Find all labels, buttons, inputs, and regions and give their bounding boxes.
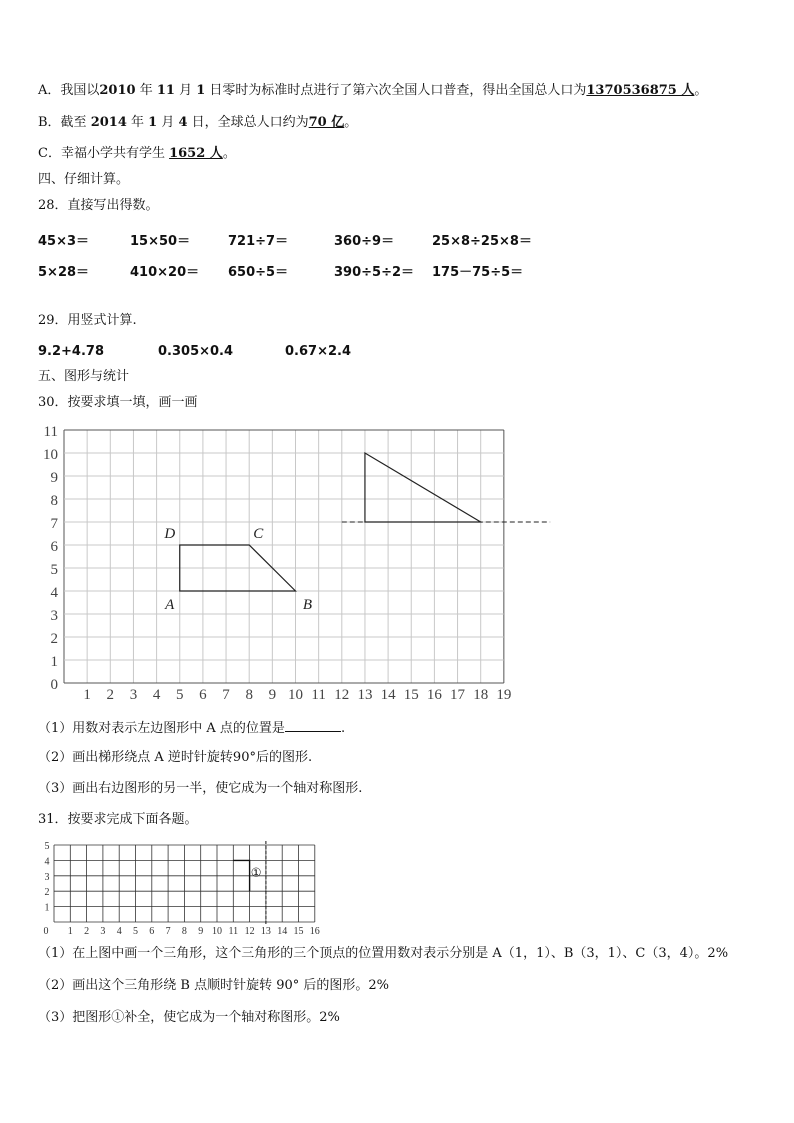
grid2-x-tick: 8 [181,926,187,937]
grid2-x-tick: 2 [84,926,90,937]
grid1-x-tick: 6 [199,687,207,703]
grid2-x-tick: 9 [198,926,204,937]
statement-c: C．幸福小学共有学生 1652 人。 [38,146,236,161]
grid2-x-tick: 14 [277,926,288,937]
grid1-x-tick: 19 [496,687,512,703]
q30-sub3: （3）画出右边图形的另一半，使它成为一个轴对称图形. [38,781,363,796]
grid1-x-tick: 18 [473,687,489,703]
answer-world-population: 70 亿 [308,115,345,130]
q31-sub3: （3）把图形①补全，使它成为一个轴对称图形。2% [38,1010,340,1025]
grid1-x-tick: 3 [129,687,138,703]
point-label-b: B [302,597,313,613]
grid1-x-tick: 11 [311,687,326,703]
grid1-x-tick: 1 [83,687,91,703]
grid2-y-tick: 5 [44,841,50,852]
answer-blank[interactable] [285,719,341,732]
grid2-x-tick: 3 [100,926,106,937]
grid1-x-tick: 15 [403,687,419,703]
answer-students: 1652 人 [169,146,223,161]
grid1-y-tick: 4 [50,585,58,601]
grid2-x-tick: 0 [43,926,49,937]
grid1-x-tick: 13 [357,687,373,703]
statement-a: A．我国以2010 年 11 月 1 日零时为标准时点进行了第六次全国人口普查，得出全国总人口为1370536875 人。 [38,83,708,98]
grid2-x-tick: 16 [309,926,320,937]
section-5-heading: 五、图形与统计 [38,369,130,384]
q28-r2-c2: 410×20＝ [130,265,200,280]
grid1-x-tick: 2 [106,687,115,703]
grid1-x-tick: 7 [222,687,230,703]
grid1-y-tick: 3 [50,608,58,624]
grid2-y-tick: 1 [44,902,50,914]
q28-r2-c5: 175－75÷5＝ [432,265,524,280]
point-label-c: C [253,526,264,542]
q29-item-2: 0.305×0.4 [158,344,234,359]
grid1-y-tick: 2 [50,631,58,647]
q28-title: 28．直接写出得数。 [38,198,159,213]
q31-title: 31．按要求完成下面各题。 [38,812,198,827]
q30-sub1: （1）用数对表示左边图形中 A 点的位置是 . [38,721,346,736]
q28-r1-c1: 45×3＝ [38,234,90,249]
grid2-x-tick: 6 [149,926,155,937]
grid1-x-tick: 8 [245,687,253,703]
q28-r1-c3: 721÷7＝ [228,234,289,249]
q30-sub2: （2）画出梯形绕点 A 逆时针旋转90°后的图形. [38,750,313,765]
q28-r2-c4: 390÷5÷2＝ [334,265,415,280]
grid2-x-tick: 1 [67,926,73,937]
grid2-y-tick: 2 [44,887,50,899]
q28-r1-c5: 25×8÷25×8＝ [432,234,532,249]
grid1-x-tick: 16 [426,687,442,703]
right-triangle [365,453,481,522]
q28-r2-c3: 650÷5＝ [228,265,289,280]
grid1-x-tick: 10 [288,687,303,703]
grid1-x-tick: 14 [380,687,396,703]
answer-population: 1370536875 人 [586,83,695,98]
grid2-x-tick: 10 [212,926,222,937]
grid1-x-tick: 9 [268,687,277,703]
grid1-y-tick: 8 [50,493,58,509]
grid1-x-tick: 17 [450,687,466,703]
q31-sub1: （1）在上图中画一个三角形，这个三角形的三个顶点的位置用数对表示分别是 A（1，1）、B（3，1）、C（3，4）。2% [38,946,729,961]
point-label-d: D [164,526,176,542]
q28-r1-c4: 360÷9＝ [334,234,395,249]
grid2-x-tick: 5 [133,926,138,937]
q29-item-3: 0.67×2.4 [285,344,351,359]
grid1-y-tick: 7 [50,516,58,532]
grid2-x-tick: 11 [228,926,239,937]
grid2-y-tick: 3 [44,871,50,883]
grid1-y-tick: 6 [50,539,58,555]
grid1-x-tick: 5 [176,687,184,703]
grid2-x-tick: 4 [116,926,122,937]
section-4-heading: 四、仔细计算。 [38,172,130,187]
grid2-x-tick: 7 [165,926,171,937]
shape-1-label: ① [250,865,262,880]
coordinate-grid-2 [0,830,794,940]
grid1-y-tick: 5 [50,562,58,578]
q30-title: 30．按要求填一填，画一画 [38,395,198,410]
grid1-y-tick: 1 [50,654,58,670]
grid2-x-tick: 12 [244,926,255,937]
grid2-x-tick: 15 [293,926,304,937]
q29-title: 29．用竖式计算. [38,313,137,328]
grid1-y-tick: 9 [50,470,58,486]
grid1-y-tick: 10 [43,447,58,463]
grid1-y-tick: 11 [43,424,58,440]
q28-r2-c1: 5×28＝ [38,265,90,280]
q29-item-1: 9.2+4.78 [38,344,104,359]
point-label-a: A [165,597,175,613]
q28-r1-c2: 15×50＝ [130,234,191,249]
q31-sub2: （2）画出这个三角形绕 B 点顺时针旋转 90° 后的图形。2% [38,978,390,993]
grid1-x-tick: 12 [334,687,350,703]
grid2-y-tick: 4 [44,856,50,868]
grid2-x-tick: 13 [260,926,271,937]
grid1-y-tick: 0 [50,677,58,693]
statement-b: B．截至 2014 年 1 月 4 日，全球总人口约为70 亿。 [38,115,358,130]
grid1-x-tick: 4 [152,687,161,703]
